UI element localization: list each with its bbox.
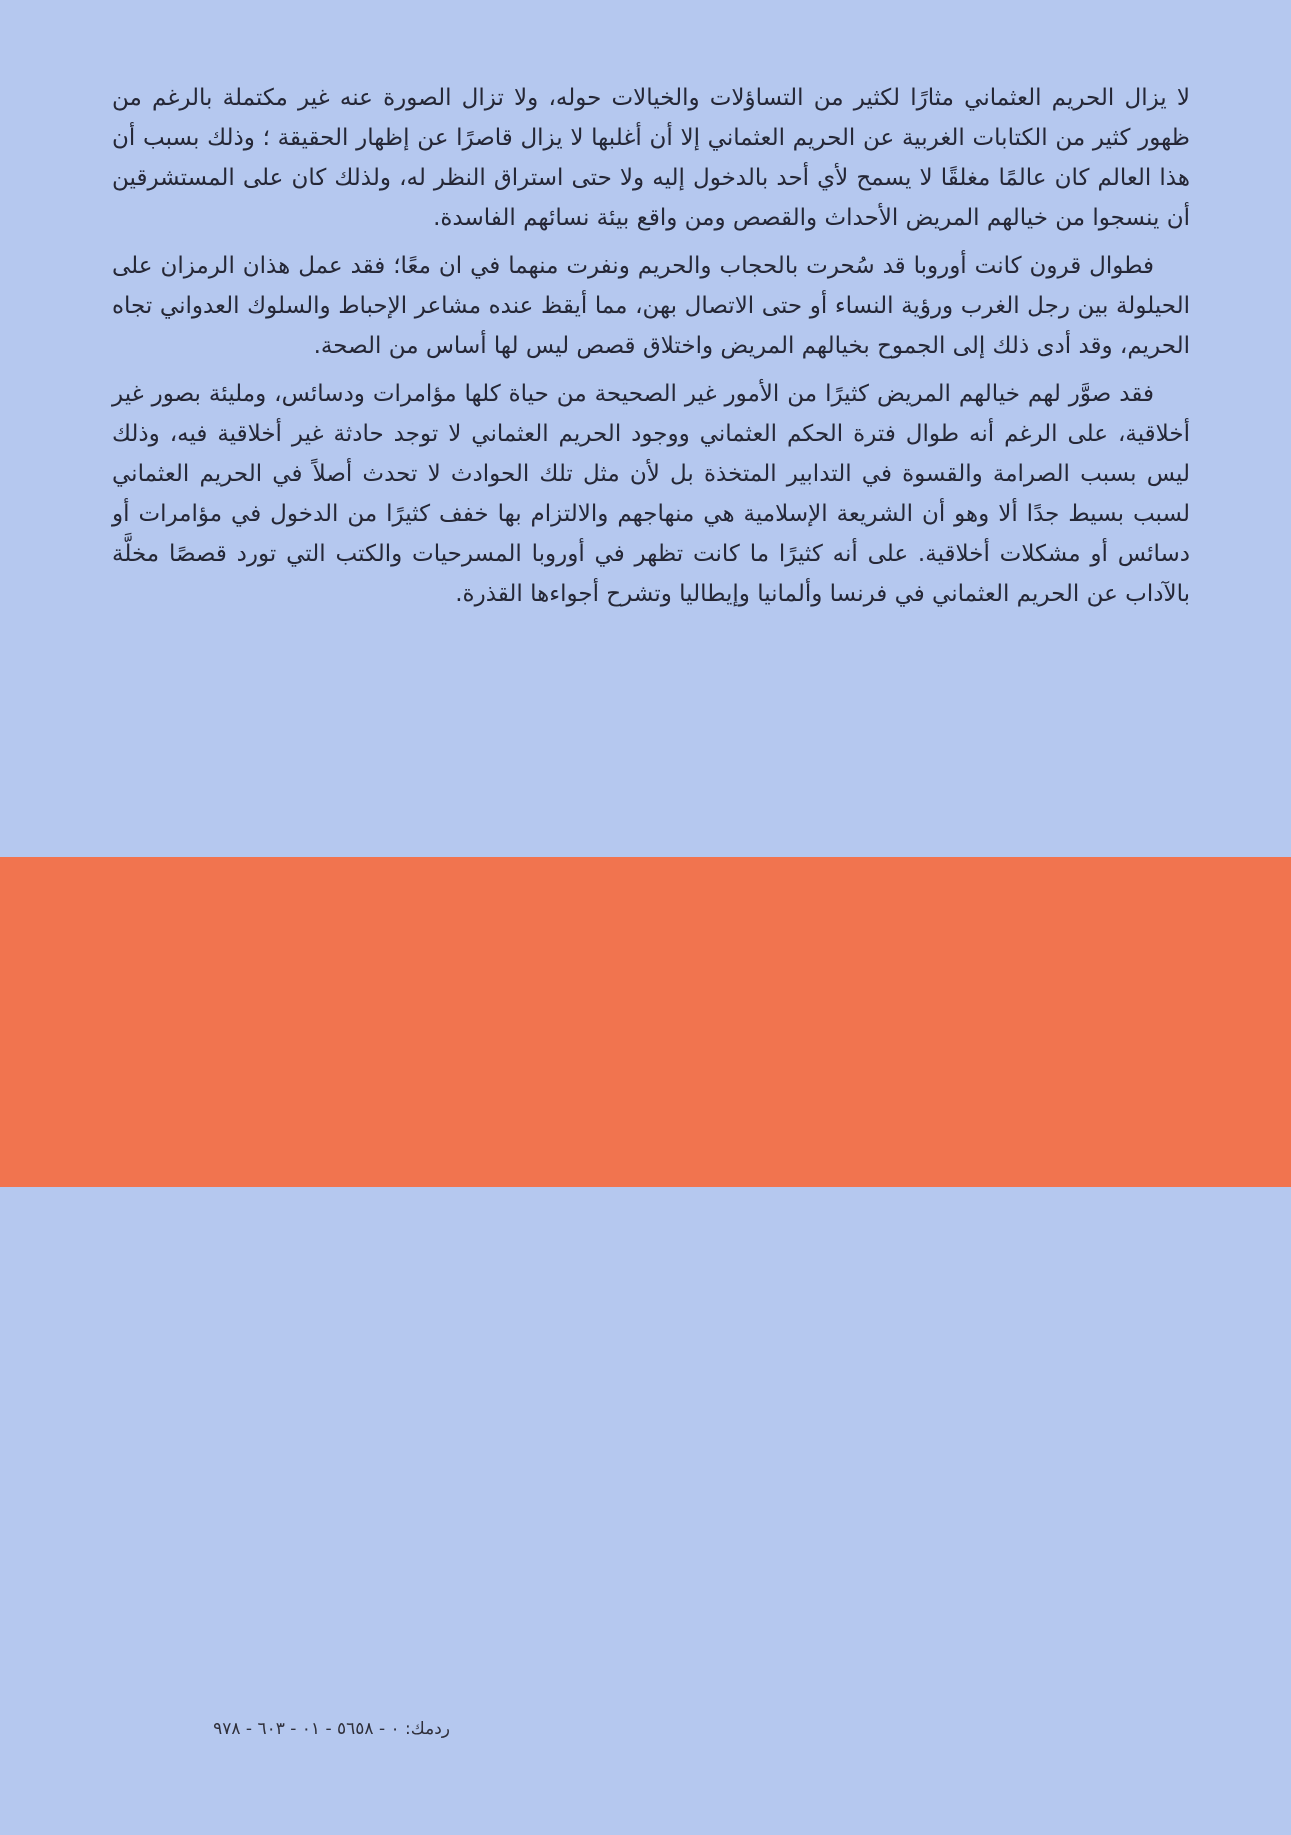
isbn-number: ردمك: ٠ - ٥٦٥٨ - ٠١ - ٦٠٣ - ٩٧٨ (213, 1719, 450, 1739)
blurb-paragraph-3: فقد صوَّر لهم خيالهم المريض كثيرًا من الأمور غير الصحيحة من حياة كلها مؤامرات ودسائس، ومليئة بصور غير أخلاقية، على الرغم أنه طوال فترة الحكم العثماني ووجود الحريم العثماني لا توجد حادثة غير أخلاقية فيه، وذلك ليس بسبب الصرامة والقسوة في التدابير المتخذة بل لأن مثل تلك الحوادث لا تحدث أصلاً في الحريم العثماني لسبب بسيط جدًا ألا وهو أن الشريعة الإسلامية هي منهاجهم والالتزام بها خفف كثيرًا من الدخول في مؤامرات أو دسائس أو مشكلات أخلاقية. على أنه كثيرًا ما كانت تظهر في أوروبا المسرحيات والكتب التي تورد قصصًا مخلَّة بالآداب عن الحريم العثماني في فرنسا وألمانيا وإيطاليا وتشرح أجواءها القذرة. (112, 381, 1190, 607)
blurb-text (112, 78, 1190, 622)
blurb-paragraph-2: فطوال قرون كانت أوروبا قد سُحرت بالحجاب والحريم ونفرت منهما في ان معًا؛ فقد عمل هذان الرمزان على الحيلولة بين رجل الغرب ورؤية النساء أو حتى الاتصال بهن، مما أيقظ عنده مشاعر الإحباط والسلوك العدواني تجاه الحريم، وقد أدى ذلك إلى الجموح بخيالهم المريض واختلاق قصص ليس لها أساس من الصحة. (112, 253, 1190, 359)
blurb-paragraph-1: لا يزال الحريم العثماني مثارًا لكثير من التساؤلات والخيالات حوله، ولا تزال الصورة عنه غير مكتملة بالرغم من ظهور كثير من الكتابات الغربية عن الحريم العثماني إلا أن أغلبها لا يزال قاصرًا عن إظهار الحقيقة ؛ وذلك بسبب أن هذا العالم كان عالمًا مغلقًا لا يسمح لأي أحد بالدخول إليه ولا حتى استراق النظر له، ولذلك كان على المستشرقين أن ينسجوا من خيالهم المريض الأحداث والقصص ومن واقع بيئة نسائهم الفاسدة. (112, 85, 1190, 231)
decorative-color-band (0, 857, 1291, 1187)
